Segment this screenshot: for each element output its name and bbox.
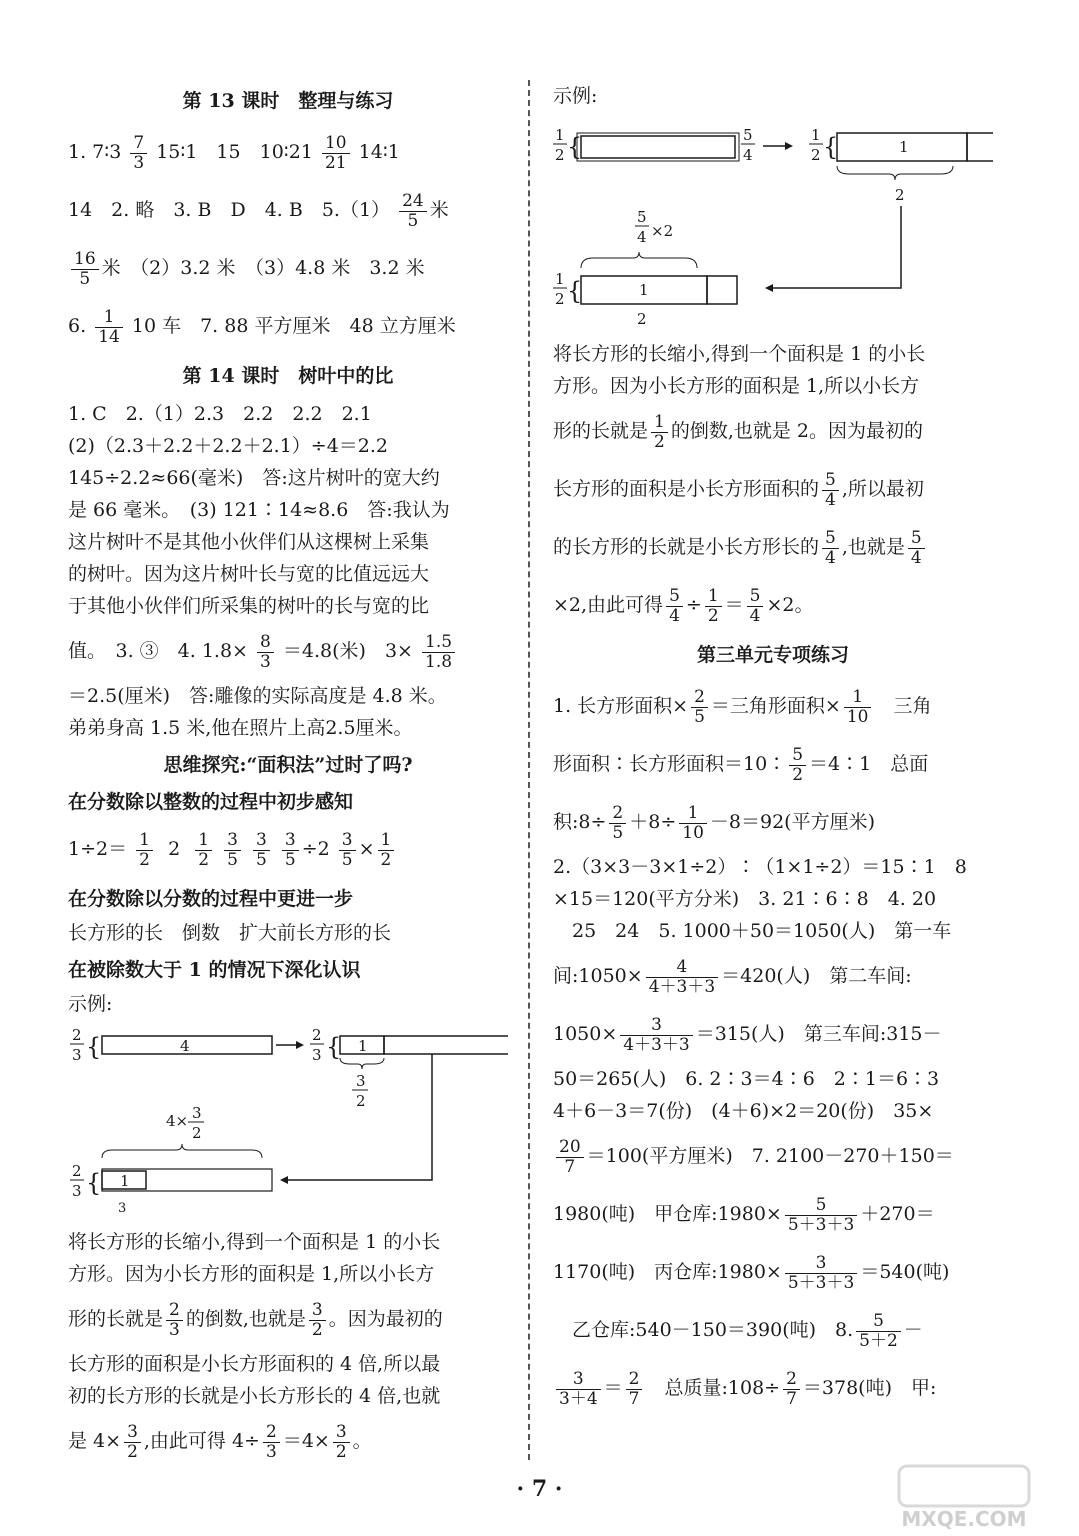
svg-text:{: { <box>86 1169 102 1197</box>
svg-text:4: 4 <box>180 1037 190 1055</box>
answer-line: 145÷2.2≈66(毫米) 答:这片树叶的宽大约 <box>68 467 440 489</box>
area-diagram-right <box>553 118 993 328</box>
answer-line: 14 2. 略 3. B D 4. B 5.（1） $\frac{24}{5}$ 米 <box>68 190 449 231</box>
explanation-line: 方形。因为小长方形的面积是 1,所以小长方 <box>68 1263 435 1285</box>
explanation-line: 长方形的面积是小长方形面积的 $\frac{5}{4}$ ,所以最初 <box>553 469 924 510</box>
svg-text:2: 2 <box>72 1026 82 1044</box>
svg-text:2: 2 <box>555 146 565 164</box>
answer-line: 是 66 毫米。 (3) 121∶14≈8.6 答:我认为 <box>68 499 450 521</box>
svg-text:MXQE.COM: MXQE.COM <box>901 1507 1027 1531</box>
svg-text:{: { <box>567 133 583 161</box>
svg-text:1: 1 <box>120 1172 130 1190</box>
svg-text:3: 3 <box>72 1182 82 1200</box>
answer-line: 1. C 2.（1）2.3 2.2 2.2 2.1 <box>68 403 372 425</box>
answer-line: ×15＝120(平方分米) 3. 21∶6∶8 4. 20 <box>553 888 937 910</box>
svg-text:2: 2 <box>811 146 821 164</box>
answer-line: $\frac{16}{5}$ 米 （2）3.2 米 （3）4.8 米 3.2 米 <box>68 239 508 297</box>
explanation-line: 是 4× $\frac{3}{2}$ ,由此可得 4÷ $\frac{2}{3}$ ＝4× $\frac{3}{2}$ 。 <box>68 1421 372 1462</box>
svg-text:5: 5 <box>743 126 753 144</box>
explanation-line: 将长方形的长缩小,得到一个面积是 1 的小长 <box>68 1231 441 1253</box>
answer-line: 1. 7∶3 $\frac{7}{3}$ 15∶1 15 10∶21 $\frac{10}{21}$ 14∶1 <box>68 132 400 173</box>
svg-text:3: 3 <box>356 1072 366 1090</box>
fraction: $\frac{10}{21}$ <box>322 134 350 173</box>
svg-text:4: 4 <box>743 146 753 164</box>
svg-text:1: 1 <box>639 281 649 299</box>
explanation-line: 将长方形的长缩小,得到一个面积是 1 的小长 <box>553 343 926 365</box>
example-label: 示例: <box>68 993 113 1015</box>
svg-text:2: 2 <box>637 310 647 328</box>
answer-line: 的树叶。因为这片树叶长与宽的比值远远大 <box>68 563 430 585</box>
svg-text:3: 3 <box>312 1046 322 1064</box>
svg-text:{: { <box>823 133 839 161</box>
svg-text:5: 5 <box>637 208 647 226</box>
explanation-line: 形的长就是 $\frac{1}{2}$ 的倒数,也就是 2。因为最初的 <box>553 411 924 452</box>
answer-line: 弟弟身高 1.5 米,他在照片上高2.5厘米。 <box>68 717 413 739</box>
svg-text:×2: ×2 <box>651 222 674 240</box>
left-column <box>68 80 508 1470</box>
answer-line: 6. $\frac{1}{14}$ 10 车 7. 88 平方厘米 48 立方厘米 <box>68 306 456 347</box>
svg-text:1: 1 <box>555 270 565 288</box>
column-divider <box>528 80 530 1460</box>
subheading: 在分数除以整数的过程中初步感知 <box>68 791 354 813</box>
explanation-line: 初的长方形的长就是小长方形长的 4 倍,也就 <box>68 1385 441 1407</box>
svg-text:3: 3 <box>192 1104 202 1122</box>
answer-line: 2.（3×3－3×1÷2）∶（1×1÷2）＝15∶1 8 <box>553 856 967 878</box>
unit-3-heading: 第三单元专项练习 <box>696 644 849 666</box>
watermark-logo <box>889 1462 1039 1532</box>
answer-line: 1980(吨) 甲仓库:1980× $\frac{5}{5+3+3}$ ＋270＝ <box>553 1194 935 1235</box>
explanation-line: 形的长就是 $\frac{2}{3}$ 的倒数,也就是 $\frac{3}{2}$ 。因为最初的 <box>68 1299 443 1340</box>
answer-line: 50＝265(人) 6. 2∶3＝4∶6 2∶1＝6∶3 <box>553 1068 940 1090</box>
svg-text:{: { <box>326 1033 342 1061</box>
answer-line: $\frac{3}{3+4}$ ＝ $\frac{2}{7}$ 总质量:108÷ $\frac{2}{7}$ ＝378(吨) 甲: <box>553 1359 993 1417</box>
answer-line: $\frac{20}{7}$ ＝100(平方厘米) 7. 2100－270＋150＝ <box>553 1127 993 1185</box>
svg-text:4×: 4× <box>166 1112 189 1130</box>
lesson-13-heading: 第 13 课时 整理与练习 <box>182 90 394 112</box>
svg-text:4: 4 <box>637 228 647 246</box>
svg-text:{: { <box>567 277 583 305</box>
explanation-line: 的长方形的长就是小长方形长的 $\frac{5}{4}$ ,也就是 $\frac{5}{4}$ <box>553 518 993 576</box>
svg-text:2: 2 <box>192 1124 202 1142</box>
svg-text:2: 2 <box>895 186 905 204</box>
answer-line: 25 24 5. 1000＋50＝1050(人) 第一车 <box>553 920 952 942</box>
exploration-heading: 思维探究:“面积法”过时了吗? <box>163 754 413 776</box>
svg-text:{: { <box>86 1033 102 1061</box>
answer-line: 4＋6－3＝7(份) (4＋6)×2＝20(份) 35× <box>553 1100 934 1122</box>
svg-text:2: 2 <box>312 1026 322 1044</box>
answer-line: 间:1050× $\frac{4}{4+3+3}$ ＝420(人) 第二车间: <box>553 956 912 997</box>
answer-line: 1050× $\frac{3}{4+3+3}$ ＝315(人) 第三车间:315－ <box>553 1014 942 1055</box>
right-column <box>553 80 993 1417</box>
subheading: 在被除数大于 1 的情况下深化认识 <box>68 959 361 981</box>
explanation-line: 方形。因为小长方形的面积是 1,所以小长方 <box>553 375 920 397</box>
answer-line: (2)（2.3＋2.2＋2.2＋2.1）÷4＝2.2 <box>68 435 389 457</box>
svg-text:1: 1 <box>358 1037 368 1055</box>
lesson-14-heading: 第 14 课时 树叶中的比 <box>182 365 394 387</box>
explanation-line: 长方形的面积是小长方形面积的 4 倍,所以最 <box>68 1353 441 1375</box>
answer-line: 乙仓库:540－150＝390(吨) 8. $\frac{5}{5+2}$ － <box>553 1310 923 1351</box>
svg-text:1: 1 <box>899 138 909 156</box>
page-number: · 7 · <box>516 1476 563 1502</box>
answer-line: 1. 长方形面积× $\frac{2}{5}$ ＝三角形面积× $\frac{1}{10}$ 三角 <box>553 686 932 727</box>
answer-line: 这片树叶不是其他小伙伴们从这棵树上采集 <box>68 531 430 553</box>
svg-text:3: 3 <box>118 1201 127 1216</box>
answer-line: ＝2.5(厘米) 答:雕像的实际高度是 4.8 米。 <box>68 685 447 707</box>
svg-text:1: 1 <box>811 126 821 144</box>
answer-line: 长方形的长 倒数 扩大前长方形的长 <box>68 922 392 944</box>
answer-line: 值。 3. ③ 4. 1.8× $\frac{8}{3}$ ＝4.8(米) 3× $\frac{1.5}{1.8}$ <box>68 622 508 680</box>
area-diagram-left <box>68 1026 508 1216</box>
svg-text:2: 2 <box>72 1162 82 1180</box>
fraction: $\frac{7}{3}$ <box>130 134 147 173</box>
svg-text:3: 3 <box>72 1046 82 1064</box>
answer-line: 于其他小伙伴们所采集的树叶的长与宽的比 <box>68 595 430 617</box>
svg-text:2: 2 <box>555 290 565 308</box>
answer-line: 形面积∶长方形面积＝10∶ $\frac{5}{2}$ ＝4∶1 总面 <box>553 744 929 785</box>
answer-line: 积:8÷ $\frac{2}{5}$ ＋8÷ $\frac{1}{10}$ －8＝92(平方厘米) <box>553 802 875 843</box>
explanation-line: ×2,由此可得 $\frac{5}{4}$ ÷ $\frac{1}{2}$ ＝ $\frac{5}{4}$ ×2。 <box>553 585 814 626</box>
svg-text:2: 2 <box>356 1092 366 1110</box>
answer-line: 1÷2＝ $\frac{1}{2}$ 2 $\frac{1}{2}$ $\frac{3}{5}$ $\frac{3}{5}$ $\frac{3}{5}$ ÷2 $\frac{3}{5}$ × $\frac{1}{2}$ <box>68 820 508 878</box>
subheading: 在分数除以分数的过程中更进一步 <box>68 888 354 910</box>
svg-text:1: 1 <box>555 126 565 144</box>
example-label: 示例: <box>553 85 598 107</box>
answer-line: 1170(吨) 丙仓库:1980× $\frac{3}{5+3+3}$ ＝540(吨) <box>553 1252 950 1293</box>
